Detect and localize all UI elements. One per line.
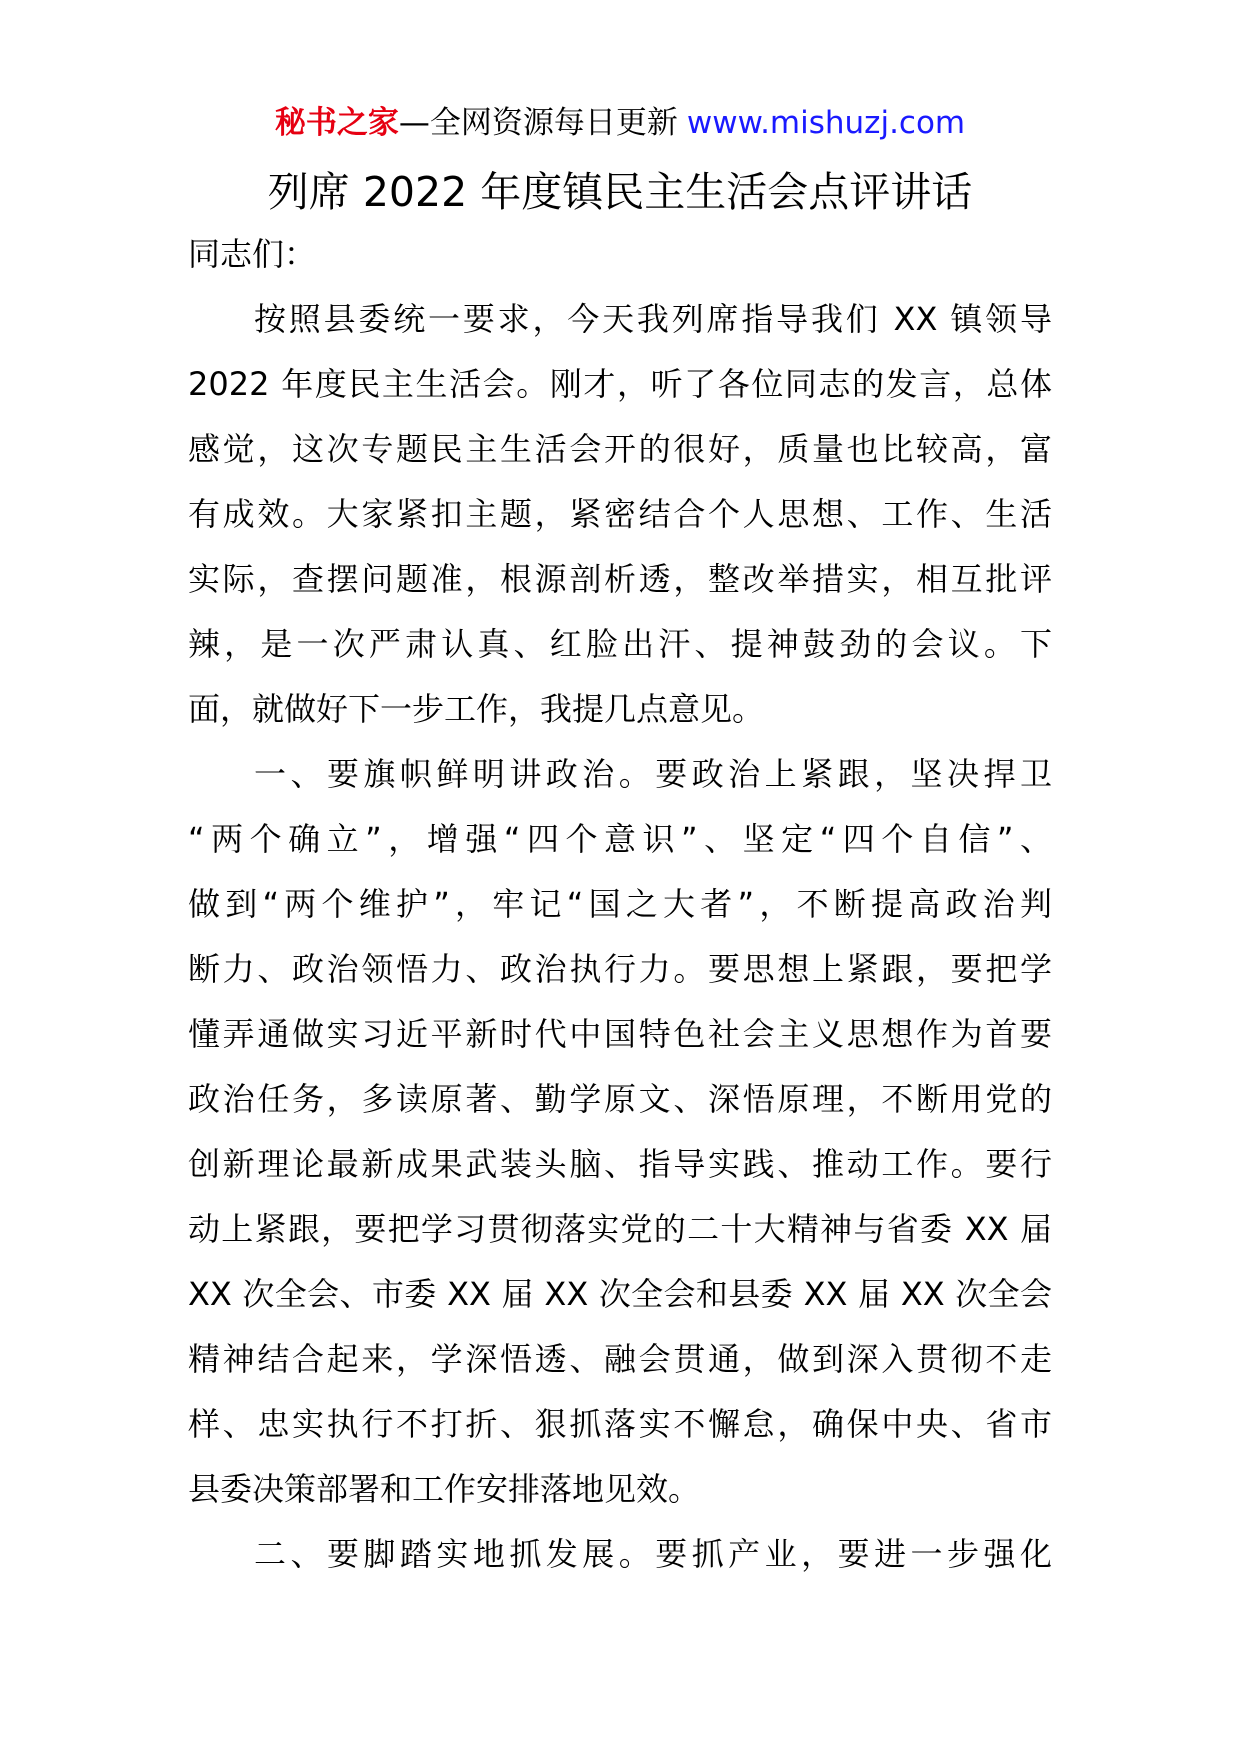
text-line: 精神结合起来，学深悟透、融会贯通，做到深入贯彻不走 bbox=[188, 1340, 1052, 1378]
text-line: 感觉，这次专题民主生活会开的很好，质量也比较高，富 bbox=[188, 430, 1052, 468]
site-header bbox=[0, 98, 1240, 148]
section-heading-line: 二、要脚踏实地抓发展。要抓产业，要进一步强化 bbox=[254, 1535, 1052, 1573]
text-line: 懂弄通做实习近平新时代中国特色社会主义思想作为首要 bbox=[188, 1015, 1052, 1053]
paragraph-2 bbox=[188, 742, 1052, 1522]
paragraph-3 bbox=[188, 1522, 1052, 1587]
salutation: 同志们： bbox=[188, 235, 317, 273]
text-line: XX 次全会、市委 XX 届 XX 次全会和县委 XX 届 XX 次全会 bbox=[188, 1275, 1052, 1313]
text-line: “两个确立”，增强“四个意识”、坚定“四个自信”、 bbox=[188, 820, 1052, 858]
text-line: 有成效。大家紧扣主题，紧密结合个人思想、工作、生活 bbox=[188, 495, 1052, 533]
text-line: 样、忠实执行不打折、狠抓落实不懈怠，确保中央、省市 bbox=[188, 1405, 1052, 1443]
paragraph-1 bbox=[188, 287, 1052, 742]
section-heading-line: 一、要旗帜鲜明讲政治。要政治上紧跟，坚决捍卫 bbox=[254, 755, 1052, 793]
text-line: 做到“两个维护”，牢记“国之大者”，不断提高政治判 bbox=[188, 885, 1052, 923]
document-title: 列席 2022 年度镇民主生活会点评讲话 bbox=[267, 168, 973, 216]
document-body bbox=[188, 222, 1052, 1587]
text-line: 县委决策部署和工作安排落地见效。 bbox=[188, 1470, 701, 1508]
text-line: 按照县委统一要求，今天我列席指导我们 XX 镇领导 bbox=[254, 300, 1052, 338]
brand-name: 秘书之家 bbox=[274, 105, 399, 141]
text-line: 政治任务，多读原著、勤学原文、深悟原理，不断用党的 bbox=[188, 1080, 1052, 1118]
text-line: 创新理论最新成果武装头脑、指导实践、推动工作。要行 bbox=[188, 1145, 1052, 1183]
text-line: 动上紧跟，要把学习贯彻落实党的二十大精神与省委 XX 届 bbox=[188, 1210, 1052, 1248]
header-url: www.mishuzj.com bbox=[686, 105, 966, 141]
text-line: 断力、政治领悟力、政治执行力。要思想上紧跟，要把学 bbox=[188, 950, 1052, 988]
text-line: 辣，是一次严肃认真、红脸出汗、提神鼓劲的会议。下 bbox=[188, 625, 1052, 663]
text-line: 实际，查摆问题准，根源剖析透，整改举措实，相互批评 bbox=[188, 560, 1052, 598]
text-line: 2022 年度民主生活会。刚才，听了各位同志的发言，总体 bbox=[188, 365, 1052, 403]
text-line: 面，就做好下一步工作，我提几点意见。 bbox=[188, 690, 765, 728]
header-tagline: —全网资源每日更新 bbox=[398, 105, 678, 141]
